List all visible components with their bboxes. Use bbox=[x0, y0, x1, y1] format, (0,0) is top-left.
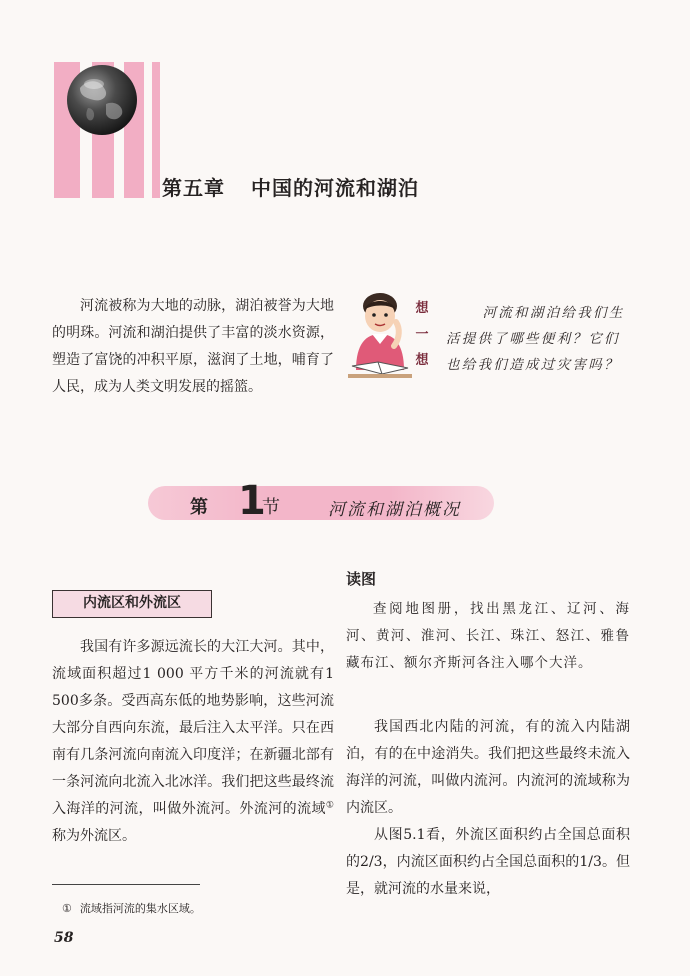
section-suffix: 节 bbox=[262, 497, 280, 518]
intro-paragraph: 河流被称为大地的动脉，湖泊被誉为大地的明珠。河流和湖泊提供了丰富的淡水资源，塑造了富饶的冲积平原，滋润了土地，哺育了人民，成为人类文明发展的摇篮。 bbox=[52, 298, 334, 395]
header-stripe bbox=[152, 62, 160, 198]
think-char: 想 bbox=[415, 353, 429, 368]
section-number: 1 bbox=[238, 478, 266, 524]
think-question: 河流和湖泊给我们生活提供了哪些便利？它们也给我们造成过灾害吗？ bbox=[446, 305, 625, 373]
chapter-number: 第五章 bbox=[162, 176, 225, 200]
body-text: 我国有许多源远流长的大江大河。其中，流域面积超过1 000 平方千米的河流就有1 500多条。受西高东低的地势影响，这些河流大部分自西向东流，最后注入太平洋。只在西南有几条河流向南流入印度洋；在新疆北部有一条河流向北流入北冰洋。我们把这些最终流入海洋的河流，叫做外流河。外流河的流域 bbox=[52, 639, 334, 817]
reading-heading: 读图 bbox=[346, 570, 377, 588]
footnote-mark: ① bbox=[62, 902, 72, 915]
left-column bbox=[52, 634, 334, 850]
thinking-boy-illustration bbox=[342, 288, 418, 384]
footnote-reference: ① bbox=[325, 800, 334, 811]
section-title: 河流和湖泊概况 bbox=[328, 500, 461, 520]
body-paragraph bbox=[52, 634, 334, 850]
think-char: 一 bbox=[415, 327, 429, 342]
chapter-title bbox=[162, 172, 419, 201]
globe-icon bbox=[66, 64, 138, 136]
footnote bbox=[62, 900, 201, 916]
think-char: 想 bbox=[415, 301, 429, 316]
reading-text: 查阅地图册，找出黑龙江、辽河、海河、黄河、淮河、长江、珠江、怒江、雅鲁藏布江、额尔齐斯河各注入哪个大洋。 bbox=[346, 601, 630, 671]
chapter-name: 中国的河流和湖泊 bbox=[251, 176, 419, 200]
think-label bbox=[414, 296, 430, 374]
body-text: 称为外流区。 bbox=[52, 828, 136, 844]
right-column bbox=[346, 714, 630, 903]
page-number: 58 bbox=[54, 930, 74, 946]
reading-box bbox=[346, 596, 630, 677]
body-paragraph: 从图5.1看，外流区面积约占全国总面积的2/3，内流区面积约占全国总面积的1/3。但是，就河流的水量来说， bbox=[346, 827, 630, 897]
body-paragraph: 我国西北内陆的河流，有的流入内陆湖泊，有的在中途消失。我们把这些最终未流入海洋的河流，叫做内流河。内流河的流域称为内流区。 bbox=[346, 719, 630, 816]
section-prefix: 第 bbox=[190, 497, 208, 518]
subsection-title: 内流区和外流区 bbox=[52, 590, 212, 618]
footnote-text: 流域指河流的集水区域。 bbox=[79, 902, 201, 915]
footnote-divider bbox=[52, 884, 200, 885]
